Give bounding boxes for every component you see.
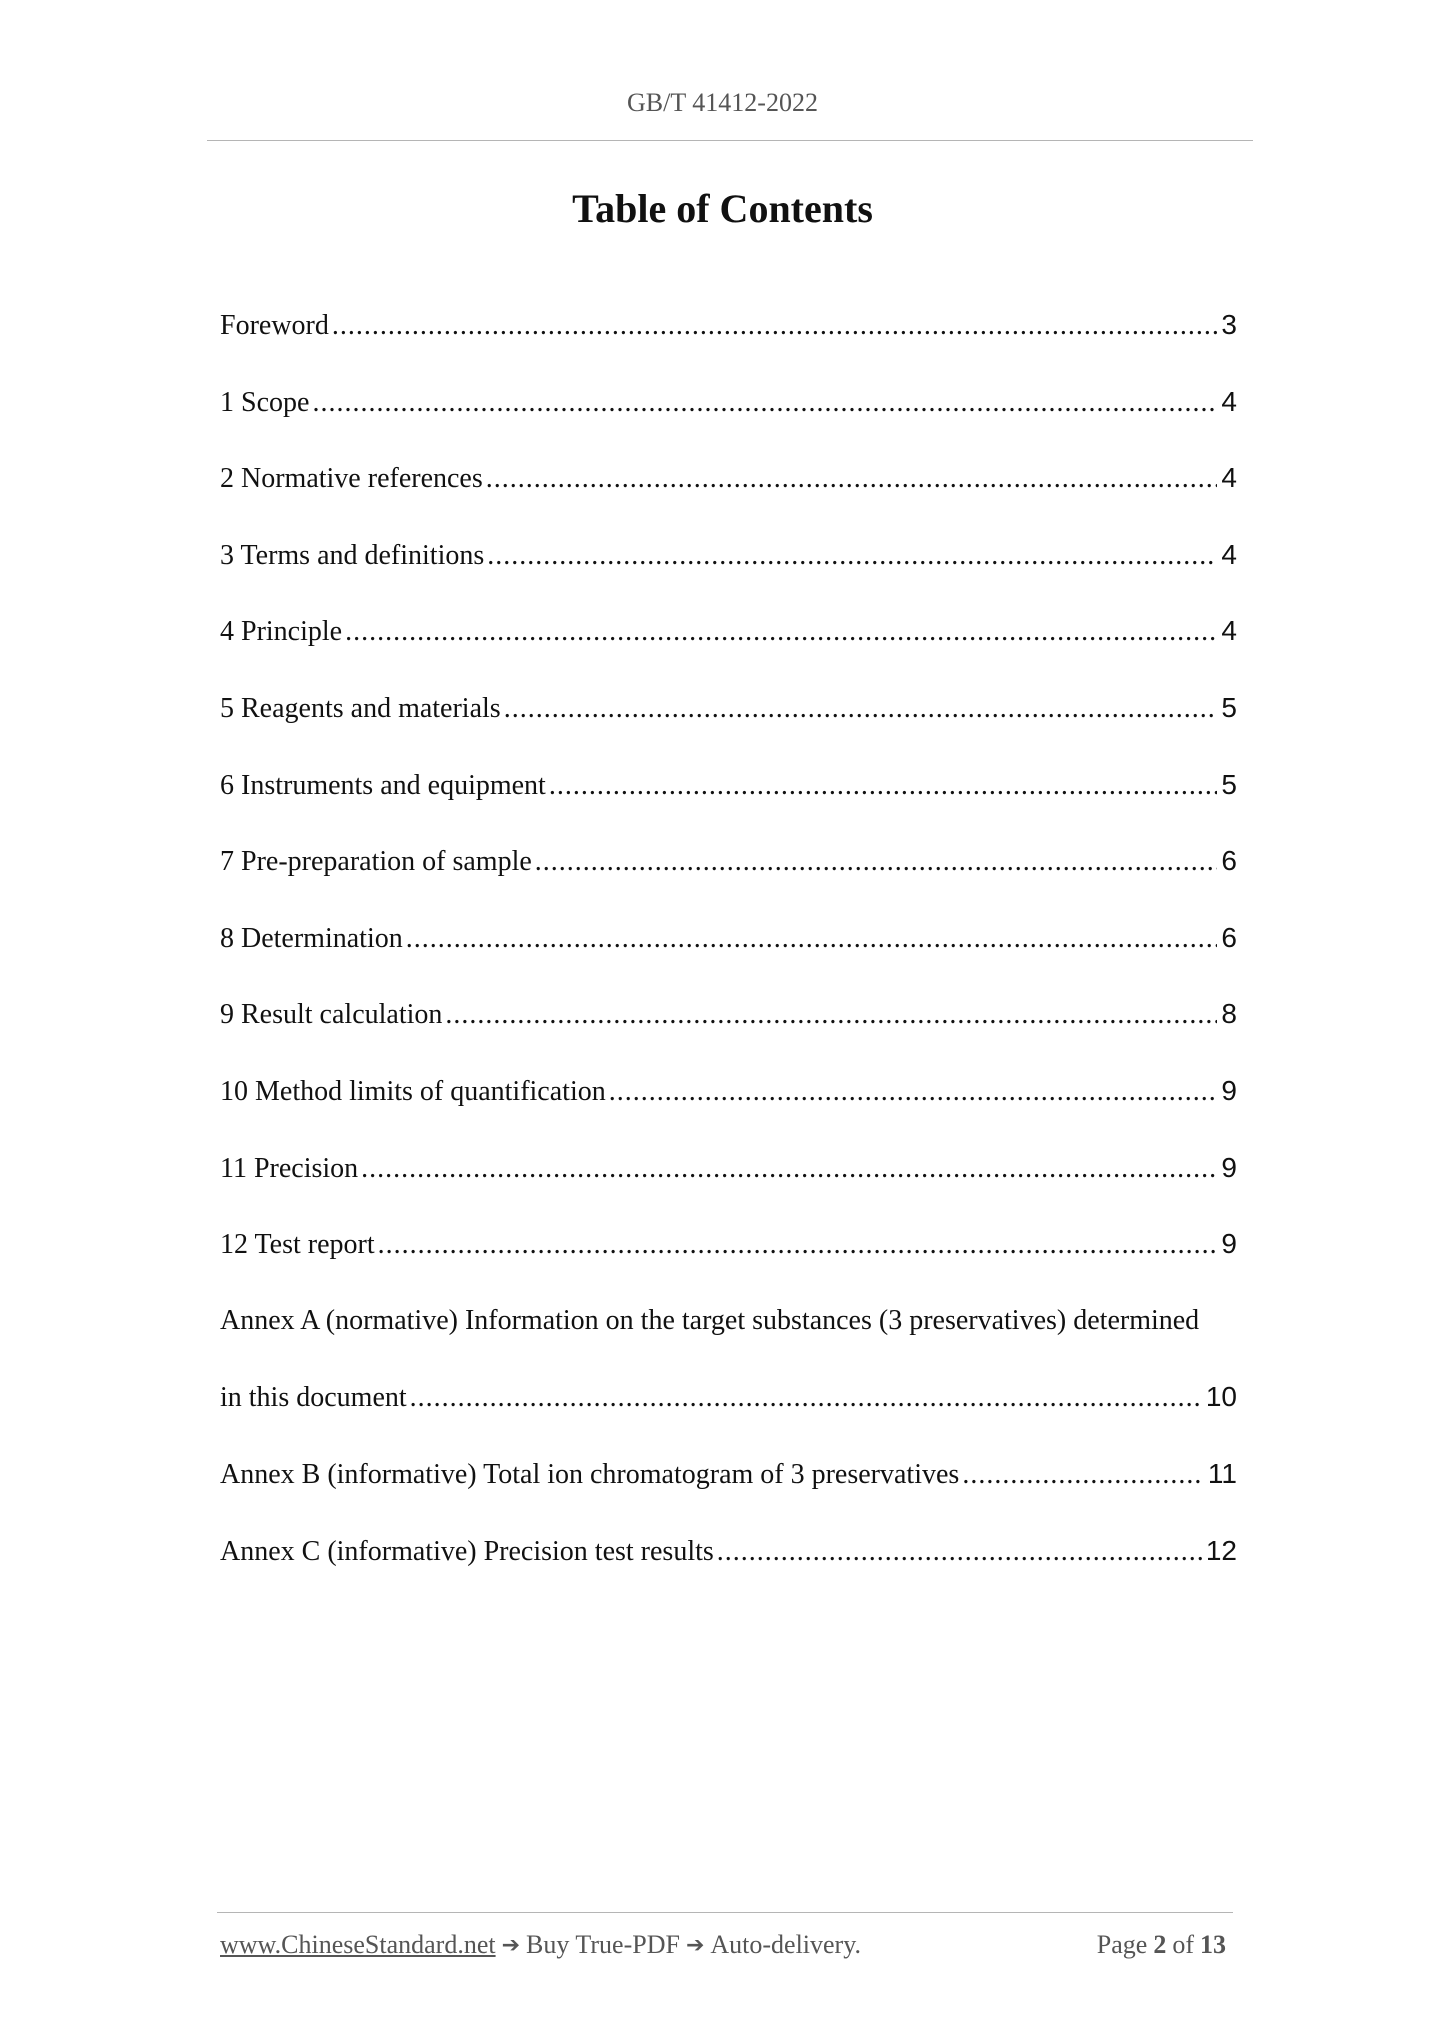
toc-item-page: 3 — [1221, 309, 1237, 340]
toc-item-method-limits-of-quantification[interactable] — [220, 1066, 1237, 1143]
dot-leader — [504, 684, 1218, 734]
toc-item-page: 11 — [1207, 1457, 1237, 1489]
toc-item-label: 7 Pre-preparation of sample — [220, 846, 532, 878]
toc-item-label: 10 Method limits of quantification — [220, 1075, 606, 1107]
toc-item-pre-preparation-of-sample[interactable] — [220, 836, 1237, 913]
toc-item-page: 5 — [1221, 768, 1237, 800]
page-label: Page — [1096, 1930, 1148, 1959]
dot-leader — [717, 1527, 1202, 1577]
dot-leader — [312, 378, 1217, 428]
page-current: 2 — [1153, 1930, 1167, 1959]
toc-item-page: 5 — [1221, 691, 1237, 723]
dot-leader — [549, 761, 1218, 811]
dot-leader — [609, 1067, 1218, 1117]
toc-item-precision[interactable] — [220, 1143, 1237, 1220]
dot-leader — [445, 990, 1217, 1040]
toc-item-label: 3 Terms and definitions — [220, 539, 485, 571]
toc-item-normative-references[interactable] — [220, 453, 1237, 530]
toc-item-page: 9 — [1221, 1074, 1237, 1106]
toc-item-label: 1 Scope — [220, 386, 310, 418]
toc-item-page: 10 — [1205, 1381, 1237, 1413]
toc-item-label: 8 Determination — [220, 922, 403, 954]
toc-item-page: 12 — [1205, 1534, 1237, 1566]
toc-item-page: 8 — [1221, 998, 1237, 1030]
dot-leader — [410, 1373, 1202, 1423]
toc-item-annex-a[interactable] — [220, 1372, 1237, 1449]
dot-leader — [486, 454, 1218, 504]
buy-true-pdf-text: Buy True-PDF — [526, 1930, 680, 1959]
auto-delivery-text: Auto-delivery. — [710, 1930, 862, 1959]
dot-leader — [345, 607, 1217, 657]
right-arrow-icon: ➔ — [501, 1933, 521, 1958]
header-divider — [207, 140, 1253, 141]
page-of-label: of — [1172, 1930, 1194, 1959]
toc-item-page: 4 — [1221, 462, 1237, 494]
dot-leader — [378, 1220, 1218, 1270]
footer-promo — [220, 1930, 861, 1960]
toc-item-label: Annex C (informative) Precision test results — [220, 1535, 714, 1567]
page-number — [1097, 1930, 1232, 1960]
toc-item-label: Foreword — [220, 310, 329, 341]
toc-item-page: 4 — [1221, 385, 1237, 417]
toc-item-page: 4 — [1221, 538, 1237, 570]
right-arrow-icon: ➔ — [685, 1933, 705, 1958]
toc-item-page: 6 — [1221, 845, 1237, 877]
toc-item-label: Annex A (normative) Information on the target substances (3 preservatives) determined — [220, 1304, 1200, 1336]
toc-item-label: in this document — [220, 1382, 407, 1414]
toc-item-label: Annex B (informative) Total ion chromatogram of 3 preservatives — [220, 1458, 960, 1490]
toc-item-annex-a-first-line[interactable] — [220, 1296, 1237, 1373]
toc-item-label: 2 Normative references — [220, 463, 483, 495]
dot-leader — [361, 1144, 1217, 1194]
toc-item-test-report[interactable] — [220, 1219, 1237, 1296]
toc-item-page: 9 — [1221, 1228, 1237, 1260]
toc-item-determination[interactable] — [220, 913, 1237, 990]
dot-leader — [406, 914, 1218, 964]
toc-item-page: 6 — [1221, 921, 1237, 953]
dot-leader — [332, 301, 1218, 351]
toc-item-label: 9 Result calculation — [220, 999, 443, 1031]
toc-item-principle[interactable] — [220, 606, 1237, 683]
toc-item-annex-c[interactable] — [220, 1526, 1237, 1603]
toc-item-label: 12 Test report — [220, 1229, 375, 1261]
toc-item-label: 5 Reagents and materials — [220, 692, 501, 724]
toc-item-foreword[interactable] — [220, 300, 1237, 377]
toc-item-label: 11 Precision — [220, 1152, 359, 1184]
dot-leader — [535, 837, 1218, 887]
dot-leader — [487, 531, 1217, 581]
toc-item-instruments-and-equipment[interactable] — [220, 760, 1237, 837]
page-total: 13 — [1200, 1930, 1226, 1959]
toc-item-terms-and-definitions[interactable] — [220, 530, 1237, 607]
toc-item-label: 6 Instruments and equipment — [220, 769, 546, 801]
toc-item-annex-b[interactable] — [220, 1449, 1237, 1526]
page-header: GB/T 41412-2022 — [627, 88, 818, 117]
toc-item-result-calculation[interactable] — [220, 989, 1237, 1066]
table-of-contents — [220, 300, 1237, 1602]
toc-item-reagents-and-materials[interactable] — [220, 683, 1237, 760]
footer-divider — [217, 1912, 1233, 1913]
toc-item-page: 9 — [1221, 1151, 1237, 1183]
page-title: Table of Contents — [572, 186, 873, 231]
website-link[interactable]: www.ChineseStandard.net — [220, 1930, 496, 1959]
dot-leader — [962, 1450, 1204, 1500]
toc-item-page: 4 — [1221, 615, 1237, 647]
toc-item-label: 4 Principle — [220, 616, 343, 648]
toc-item-scope[interactable] — [220, 377, 1237, 454]
